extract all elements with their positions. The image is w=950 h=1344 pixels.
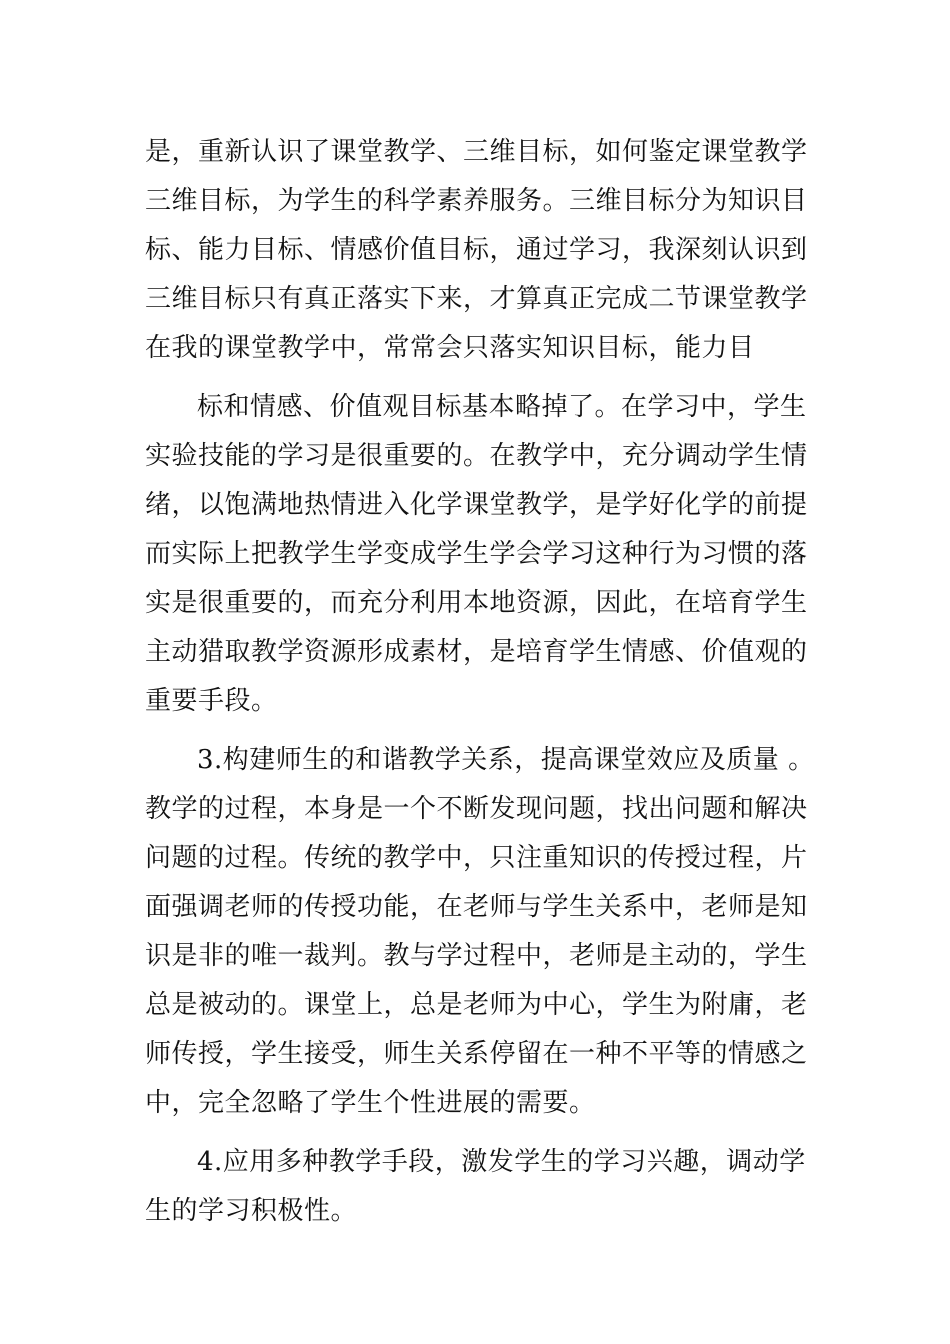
text-line: 中，完全忽略了学生个性进展的需要。 <box>145 1088 596 1118</box>
text-line: 师传授，学生接受，师生关系停留在一种不平等的情感之 <box>145 1039 808 1069</box>
text-line: 教学的过程，本身是一个不断发现问题，找出问题和解决 <box>145 794 808 824</box>
text-line: 识是非的唯一裁判。教与学过程中，老师是主动的，学生 <box>145 941 808 971</box>
text-line: 是，重新认识了课堂教学、三维目标，如何鉴定课堂教学 <box>145 137 808 167</box>
text-line: 三维目标，为学生的科学素养服务。三维目标分为知识目 <box>145 186 808 216</box>
body-text <box>145 128 815 1236</box>
text-line: 主动猎取教学资源形成素材，是培育学生情感、价值观的 <box>145 637 808 667</box>
text-line: 重要手段。 <box>145 686 278 716</box>
text-line: 实是很重要的，而充分利用本地资源，因此，在培育学生 <box>145 588 808 618</box>
text-line: 而实际上把教学生学变成学生学会学习这种行为习惯的落 <box>145 539 808 569</box>
text-line-paragraph-start: 标和情感、价值观目标基本略掉了。在学习中，学生 <box>197 392 807 422</box>
text-line: 面强调老师的传授功能，在老师与学生关系中，老师是知 <box>145 892 808 922</box>
text-line: 标、能力目标、情感价值目标，通过学习，我深刻认识到 <box>145 235 808 265</box>
text-line: 总是被动的。课堂上，总是老师为中心，学生为附庸，老 <box>145 990 808 1020</box>
text-line: 问题的过程。传统的教学中，只注重知识的传授过程，片 <box>145 843 808 873</box>
text-line: 绪，以饱满地热情进入化学课堂教学，是学好化学的前提 <box>145 490 808 520</box>
text-line: 三维目标只有真正落实下来，才算真正完成二节课堂教学 <box>145 284 808 314</box>
text-line: 实验技能的学习是很重要的。在教学中，充分调动学生情 <box>145 441 808 471</box>
text-line: 在我的课堂教学中，常常会只落实知识目标，能力目 <box>145 333 755 363</box>
section-heading-4: 4.应用多种教学手段，激发学生的学习兴趣，调动学 <box>197 1147 806 1177</box>
section-heading-3: 3.构建师生的和谐教学关系，提高课堂效应及质量 。 <box>197 745 815 775</box>
text-line: 生的学习积极性。 <box>145 1196 358 1226</box>
